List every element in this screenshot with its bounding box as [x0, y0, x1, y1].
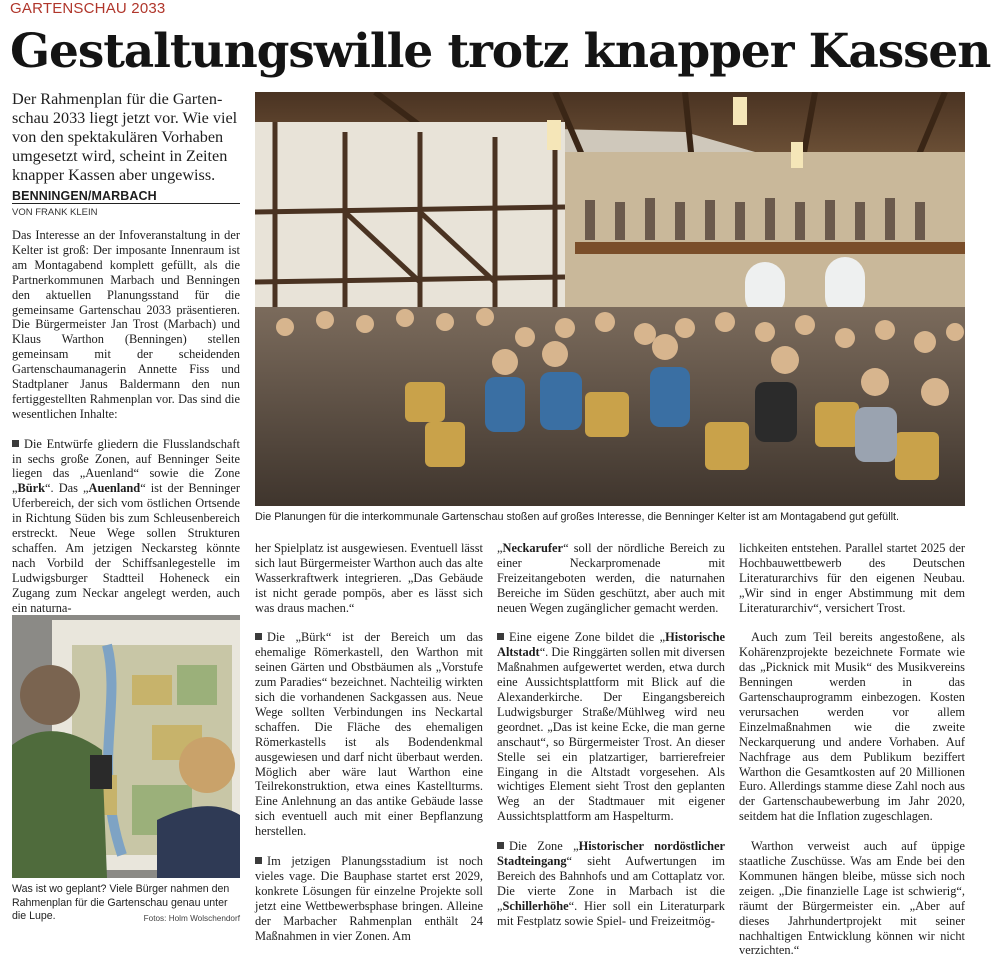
bullet-square-icon: [497, 633, 504, 640]
teaser-line: schau 2033 liegt jetzt vor. Wie viel: [12, 109, 238, 127]
paragraph: [255, 630, 483, 839]
article-column-1: [12, 228, 240, 616]
text-run: Die Zone „: [509, 839, 579, 854]
paragraph: Warthon verweist auch auf üppige staatliche Zuschüsse. Was am Ende bei den Kommunen hängen bleibe, müsse sich noch zeigen. „Die finanzielle Lage ist schwierig“, räumt der Bürgermeister ein. „Aber auf dieses Jahrhundertprojekt mit seiner nachhaltigen Entwicklung können wir nicht verzichten.“: [739, 839, 965, 958]
article-column-4: [739, 541, 965, 958]
paragraph: [497, 630, 725, 824]
text-run-bold: Historische Altstadt: [497, 630, 725, 660]
text-run: “. Die Ringgärten sollen mit diversen Maßnahmen aufgewertet werden, etwa durch eine Aussichtsplattform mit Blick auf die Alexanderkirche. Der Eingangsbereich Ludwigsburger Straße/Mühlweg wird neu geordnet. „Das ist keine Ecke, die man gerne anschaut“, so Bürgermeister Trost. An dieser Stelle sei ein platzartiger, barrierefreier Eingang in die Altstadt vorgesehen. Als wichtiges Element sieht Trost den geplanten Weg an der Stadtmauer mit eigener Aussichtsplattform am Haspelturm.: [497, 645, 725, 824]
dateline-rule: [12, 203, 240, 204]
paragraph: her Spielplatz ist ausgewiesen. Eventuell lässt sich laut Bürgermeister Warthon auch das alte Wasserkraftwerk integrieren. „Das Gebäude ist nicht gerade pompös, aber es lässt sich was draus machen.“: [255, 541, 483, 615]
bullet-square-icon: [255, 633, 262, 640]
author-byline: VON FRANK KLEIN: [12, 207, 98, 218]
paragraph: [12, 437, 240, 616]
text-run-bold: Historischer nordöstlicher Stadteingang: [497, 839, 725, 868]
article-column-3: [497, 541, 725, 929]
text-run: “. Das „: [45, 481, 89, 496]
headline: Gestaltungswille trotz knapper Kassen: [10, 24, 991, 79]
people-at-map-photo-icon: [12, 615, 240, 878]
teaser-line: von den spektakulären Vorhaben: [12, 128, 224, 146]
text-run: “. Hier soll ein Literaturpark mit Festplatz sowie Spiel- und Freizeitmög-: [497, 898, 725, 928]
main-photo-caption: Die Planungen für die interkommunale Gartenschau stoßen auf großes Interesse, die Benninger Kelter ist am Montagabend gut gefüllt.: [255, 511, 899, 523]
secondary-caption-text: Was ist wo geplant? Viele Bürger nahmen den Rahmenplan für die Gartenschau genau unter die Lupe.: [12, 883, 230, 922]
dateline-location: BENNINGEN/MARBACH: [12, 189, 157, 203]
paragraph: [497, 839, 725, 928]
article-column-2: [255, 541, 483, 943]
text-run: Die „Bürk“ ist der Bereich um das ehemalige Römerkastell, den Warthon mit seinen Gärten und Obstbäumen als „Vorstufe zum Paradies“ bezeichnet. Nachteilig wirkten sich die vorhandenen Sackgassen aus. Neue Wege sollten Verbindungen ins Neckartal schaffen. Die Fläche des ehemaligen Römerkastells ist als Bodendenkmal ausgewiesen und darf nicht überbaut werden. Möglich aber wäre laut Warthon eine Teilrekonstruktion, etwa eines Kastellturms. Eine Anlehnung an das antike Gebäude lasse sich eventuell auch mit einer Bepflanzung herstellen.: [255, 630, 483, 839]
text-run-bold: Auenland: [88, 481, 141, 496]
teaser: [12, 90, 242, 185]
paragraph: Das Interesse an der Infoveranstaltung in der Kelter ist groß: Der imposante Innenraum ist am Montagabend komplett gefüllt, als die Partnerkommunen Marbach und Benningen den aktuellen Planungsstand für die gemeinsame Gartenschau 2033 präsentieren. Die Bürgermeister Jan Trost (Marbach) und Klaus Warthon (Benningen) stellen gemeinsam mit der scheidenden Gartenschaumanagerin Annette Fiss und Stadtplaner Janus Baldermann den nun fertiggestellten Rahmenplan vor. Das sind die wesentlichen Inhalte:: [12, 228, 240, 421]
teaser-line: knapper Kassen aber ungewiss.: [12, 166, 216, 184]
paragraph: Auch zum Teil bereits angestoßene, als Kohärenzprojekte bezeichnete Formate wie das „Picknick mit Musik“ des Musikvereins Benningen werden in das Gartenschauprogramm einbezogen. Kosten verursachen werden vor allem Einzelmaßnahmen wie die zweite Neckarquerung und andere Vorhaben. Auf Nachfrage aus dem Publikum beziffert Warthon die Gesamtkosten auf 20 Millionen Euro. Allerdings stamme diese Zahl noch aus der Gartenschaubewerbung im Jahr 2020, seitdem hat die Inflation zugeschlagen.: [739, 630, 965, 824]
photo-credit: Fotos: Holm Wolschendorf: [143, 914, 240, 923]
text-run: “ ist der Benninger Uferbereich, der sich vom östlichen Ortsende in Richtung Süden bis zum Schleusenbereich erstreckt. Neue Wege sollen Strukturen schaffen. Am jetzigen Neckarsteg könnte nach Vorbild der Schiffsanlegestelle im Ludwigsburger Stadtteil Hoheneck ein Zugang zum Neckar angelegt werden, auch ein naturna-: [12, 481, 240, 615]
text-run: Eine eigene Zone bildet die „: [509, 630, 666, 645]
teaser-line: umgesetzt wird, scheint in Zeiten: [12, 147, 228, 165]
bullet-square-icon: [255, 857, 262, 864]
text-run: Im jetzigen Planungsstadium ist noch vieles vage. Die Bauphase startet erst 2029, konkrete Lösungen für einzelne Projekte soll jetzt eine Wettbewerbsphase bringen. Alleine der Marbacher Rahmenplan enthält 24 Maßnahmen in vier Zonen. Am: [255, 854, 483, 943]
hall-audience-photo-icon: [255, 92, 965, 506]
paragraph: [255, 854, 483, 943]
text-run: “ sieht Aufwertungen im Bereich des Bahnhofs und am Cottaplatz vor. Die vierte Zone in Marbach ist die „: [497, 854, 725, 913]
bullet-square-icon: [497, 842, 504, 849]
secondary-photo: [12, 615, 240, 878]
secondary-photo-caption: [12, 883, 240, 926]
paragraph: lichkeiten entstehen. Parallel startet 2025 der Hochbauwettbewerb des Deutschen Literaturarchivs für den eigenen Neubau. „Wir sind in enger Abstimmung mit dem Literaturarchiv“, versichert Trost.: [739, 541, 965, 615]
text-run-bold: Neckarufer: [502, 541, 564, 555]
text-run-bold: Bürk: [17, 481, 46, 496]
text-run: „: [497, 541, 503, 555]
text-run: Die Entwürfe gliedern die Flusslandschaft in sechs große Zonen, auf Benninger Seite liegen das „Auenland“ sowie die Zone „: [12, 436, 240, 496]
teaser-line: Der Rahmenplan für die Garten-: [12, 90, 223, 108]
bullet-square-icon: [12, 440, 19, 447]
kicker: GARTENSCHAU 2033: [10, 0, 166, 17]
text-run-bold: Schillerhöhe: [502, 898, 569, 913]
paragraph: [497, 541, 725, 616]
main-photo: [255, 92, 965, 506]
text-run: “ soll der nördliche Bereich zu einer Neckarpromenade mit Freizeitangeboten werden, die naturnahen Bereiche im Süden geschützt, aber auch mit neuen Wegen zugänglicher gemacht werden.: [497, 541, 725, 615]
